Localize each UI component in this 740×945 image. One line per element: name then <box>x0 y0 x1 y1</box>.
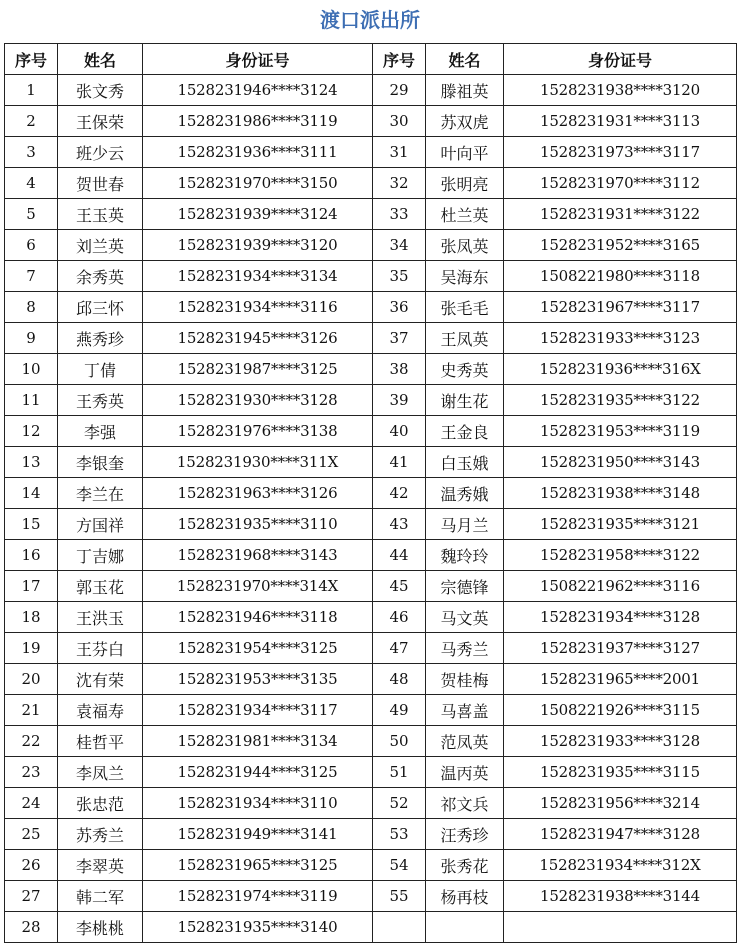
id-number-cell: 1528231947****3128 <box>504 819 737 850</box>
id-number-cell: 1528231938****3148 <box>504 478 737 509</box>
id-number-cell: 1528231935****3140 <box>143 912 373 943</box>
header-row <box>5 44 737 75</box>
seq-cell: 46 <box>373 602 426 633</box>
id-number-cell: 1528231944****3125 <box>143 757 373 788</box>
header-name: 姓名 <box>58 44 143 75</box>
id-number-cell: 1528231936****316X <box>504 354 737 385</box>
name-cell: 杨再枝 <box>426 881 504 912</box>
table-row <box>5 819 737 850</box>
seq-cell: 35 <box>373 261 426 292</box>
id-number-cell: 1508221926****3115 <box>504 695 737 726</box>
name-cell: 马月兰 <box>426 509 504 540</box>
name-cell: 张忠范 <box>58 788 143 819</box>
seq-cell: 8 <box>5 292 58 323</box>
id-number-cell: 1528231938****3144 <box>504 881 737 912</box>
seq-cell: 32 <box>373 168 426 199</box>
id-number-cell: 1528231956****3214 <box>504 788 737 819</box>
table-row <box>5 726 737 757</box>
seq-cell: 1 <box>5 75 58 106</box>
seq-cell: 10 <box>5 354 58 385</box>
name-cell: 王洪玉 <box>58 602 143 633</box>
id-number-cell: 1528231987****3125 <box>143 354 373 385</box>
name-cell: 韩二军 <box>58 881 143 912</box>
name-cell: 余秀英 <box>58 261 143 292</box>
seq-cell: 13 <box>5 447 58 478</box>
name-cell: 史秀英 <box>426 354 504 385</box>
name-cell: 贺桂梅 <box>426 664 504 695</box>
seq-cell: 43 <box>373 509 426 540</box>
id-number-cell: 1528231946****3124 <box>143 75 373 106</box>
id-number-cell: 1528231970****3150 <box>143 168 373 199</box>
name-cell: 王玉英 <box>58 199 143 230</box>
id-number-cell: 1528231949****3141 <box>143 819 373 850</box>
seq-cell: 31 <box>373 137 426 168</box>
seq-cell: 45 <box>373 571 426 602</box>
table-row <box>5 261 737 292</box>
id-number-cell: 1528231934****3117 <box>143 695 373 726</box>
page-title: 渡口派出所 <box>320 8 420 32</box>
id-number-cell: 1528231939****3120 <box>143 230 373 261</box>
id-number-cell: 1528231933****3123 <box>504 323 737 354</box>
seq-cell: 49 <box>373 695 426 726</box>
roster-body <box>5 75 737 943</box>
seq-cell <box>373 912 426 943</box>
table-row <box>5 75 737 106</box>
id-number-cell: 1528231974****3119 <box>143 881 373 912</box>
table-row <box>5 230 737 261</box>
seq-cell: 18 <box>5 602 58 633</box>
name-cell: 方国祥 <box>58 509 143 540</box>
seq-cell: 42 <box>373 478 426 509</box>
id-number-cell: 1528231958****3122 <box>504 540 737 571</box>
seq-cell: 33 <box>373 199 426 230</box>
id-number-cell: 1528231965****2001 <box>504 664 737 695</box>
seq-cell: 51 <box>373 757 426 788</box>
id-number-cell: 1528231935****3121 <box>504 509 737 540</box>
seq-cell: 21 <box>5 695 58 726</box>
seq-cell: 47 <box>373 633 426 664</box>
name-cell: 温丙英 <box>426 757 504 788</box>
name-cell: 王金良 <box>426 416 504 447</box>
seq-cell: 52 <box>373 788 426 819</box>
seq-cell: 15 <box>5 509 58 540</box>
seq-cell: 44 <box>373 540 426 571</box>
seq-cell: 48 <box>373 664 426 695</box>
name-cell: 王保荣 <box>58 106 143 137</box>
table-row <box>5 912 737 943</box>
name-cell: 袁福寿 <box>58 695 143 726</box>
name-cell: 李强 <box>58 416 143 447</box>
name-cell: 张文秀 <box>58 75 143 106</box>
table-row <box>5 850 737 881</box>
table-row <box>5 788 737 819</box>
name-cell: 沈有荣 <box>58 664 143 695</box>
name-cell: 张明亮 <box>426 168 504 199</box>
name-cell: 滕祖英 <box>426 75 504 106</box>
id-number-cell: 1528231935****3110 <box>143 509 373 540</box>
seq-cell: 41 <box>373 447 426 478</box>
name-cell: 马秀兰 <box>426 633 504 664</box>
seq-cell: 20 <box>5 664 58 695</box>
id-number-cell: 1528231933****3128 <box>504 726 737 757</box>
seq-cell: 28 <box>5 912 58 943</box>
name-cell: 苏双虎 <box>426 106 504 137</box>
seq-cell: 29 <box>373 75 426 106</box>
id-number-cell: 1528231976****3138 <box>143 416 373 447</box>
name-cell: 燕秀珍 <box>58 323 143 354</box>
id-number-cell: 1528231973****3117 <box>504 137 737 168</box>
table-row <box>5 168 737 199</box>
seq-cell: 11 <box>5 385 58 416</box>
seq-cell: 53 <box>373 819 426 850</box>
name-cell: 丁倩 <box>58 354 143 385</box>
seq-cell: 24 <box>5 788 58 819</box>
seq-cell: 38 <box>373 354 426 385</box>
name-cell: 刘兰英 <box>58 230 143 261</box>
id-number-cell: 1528231935****3115 <box>504 757 737 788</box>
id-number-cell: 1528231939****3124 <box>143 199 373 230</box>
seq-cell: 37 <box>373 323 426 354</box>
seq-cell: 9 <box>5 323 58 354</box>
table-row <box>5 385 737 416</box>
table-row <box>5 540 737 571</box>
table-row <box>5 292 737 323</box>
name-cell: 王芬白 <box>58 633 143 664</box>
name-cell: 丁吉娜 <box>58 540 143 571</box>
id-number-cell: 1528231953****3135 <box>143 664 373 695</box>
name-cell: 李银奎 <box>58 447 143 478</box>
table-row <box>5 695 737 726</box>
seq-cell: 55 <box>373 881 426 912</box>
table-row <box>5 137 737 168</box>
name-cell: 吴海东 <box>426 261 504 292</box>
seq-cell: 50 <box>373 726 426 757</box>
id-number-cell: 1528231931****3113 <box>504 106 737 137</box>
seq-cell: 2 <box>5 106 58 137</box>
table-row <box>5 757 737 788</box>
id-number-cell: 1528231934****3134 <box>143 261 373 292</box>
table-row <box>5 447 737 478</box>
seq-cell: 36 <box>373 292 426 323</box>
name-cell: 贺世春 <box>58 168 143 199</box>
header-seq: 序号 <box>5 44 58 75</box>
name-cell: 温秀娥 <box>426 478 504 509</box>
id-number-cell: 1528231952****3165 <box>504 230 737 261</box>
roster-table <box>4 43 737 943</box>
id-number-cell: 1528231930****311X <box>143 447 373 478</box>
name-cell: 桂哲平 <box>58 726 143 757</box>
id-number-cell: 1528231934****3128 <box>504 602 737 633</box>
name-cell: 张秀花 <box>426 850 504 881</box>
seq-cell: 22 <box>5 726 58 757</box>
name-cell: 宗德锋 <box>426 571 504 602</box>
id-number-cell: 1528231934****3110 <box>143 788 373 819</box>
id-number-cell: 1528231965****3125 <box>143 850 373 881</box>
id-number-cell: 1528231950****3143 <box>504 447 737 478</box>
seq-cell: 27 <box>5 881 58 912</box>
id-number-cell: 1528231953****3119 <box>504 416 737 447</box>
table-row <box>5 571 737 602</box>
header-seq: 序号 <box>373 44 426 75</box>
table-row <box>5 199 737 230</box>
id-number-cell: 1528231935****3122 <box>504 385 737 416</box>
id-number-cell: 1508221962****3116 <box>504 571 737 602</box>
table-row <box>5 633 737 664</box>
seq-cell: 25 <box>5 819 58 850</box>
name-cell: 祁文兵 <box>426 788 504 819</box>
name-cell: 苏秀兰 <box>58 819 143 850</box>
name-cell: 汪秀珍 <box>426 819 504 850</box>
table-row <box>5 354 737 385</box>
id-number-cell: 1528231936****3111 <box>143 137 373 168</box>
name-cell: 班少云 <box>58 137 143 168</box>
id-number-cell: 1528231938****3120 <box>504 75 737 106</box>
header-id: 身份证号 <box>143 44 373 75</box>
seq-cell: 40 <box>373 416 426 447</box>
id-number-cell: 1528231930****3128 <box>143 385 373 416</box>
name-cell: 李凤兰 <box>58 757 143 788</box>
seq-cell: 23 <box>5 757 58 788</box>
name-cell: 马喜盖 <box>426 695 504 726</box>
table-row <box>5 664 737 695</box>
id-number-cell: 1528231981****3134 <box>143 726 373 757</box>
name-cell: 范凤英 <box>426 726 504 757</box>
name-cell: 王秀英 <box>58 385 143 416</box>
seq-cell: 4 <box>5 168 58 199</box>
table-row <box>5 509 737 540</box>
header-name: 姓名 <box>426 44 504 75</box>
name-cell: 魏玲玲 <box>426 540 504 571</box>
seq-cell: 39 <box>373 385 426 416</box>
table-row <box>5 881 737 912</box>
table-row <box>5 416 737 447</box>
name-cell: 王凤英 <box>426 323 504 354</box>
id-number-cell: 1528231954****3125 <box>143 633 373 664</box>
seq-cell: 5 <box>5 199 58 230</box>
id-number-cell <box>504 912 737 943</box>
name-cell: 杜兰英 <box>426 199 504 230</box>
name-cell: 李翠英 <box>58 850 143 881</box>
name-cell: 马文英 <box>426 602 504 633</box>
seq-cell: 3 <box>5 137 58 168</box>
seq-cell: 6 <box>5 230 58 261</box>
name-cell: 谢生花 <box>426 385 504 416</box>
name-cell: 白玉娥 <box>426 447 504 478</box>
id-number-cell: 1528231945****3126 <box>143 323 373 354</box>
seq-cell: 12 <box>5 416 58 447</box>
name-cell: 李兰在 <box>58 478 143 509</box>
name-cell: 李桃桃 <box>58 912 143 943</box>
table-row <box>5 602 737 633</box>
seq-cell: 19 <box>5 633 58 664</box>
seq-cell: 26 <box>5 850 58 881</box>
seq-cell: 54 <box>373 850 426 881</box>
table-row <box>5 106 737 137</box>
id-number-cell: 1528231967****3117 <box>504 292 737 323</box>
header-id: 身份证号 <box>504 44 737 75</box>
id-number-cell: 1528231937****3127 <box>504 633 737 664</box>
name-cell <box>426 912 504 943</box>
table-row <box>5 478 737 509</box>
name-cell: 郭玉花 <box>58 571 143 602</box>
seq-cell: 16 <box>5 540 58 571</box>
id-number-cell: 1528231934****312X <box>504 850 737 881</box>
name-cell: 张毛毛 <box>426 292 504 323</box>
id-number-cell: 1528231934****3116 <box>143 292 373 323</box>
table-row <box>5 323 737 354</box>
seq-cell: 34 <box>373 230 426 261</box>
id-number-cell: 1528231931****3122 <box>504 199 737 230</box>
seq-cell: 7 <box>5 261 58 292</box>
id-number-cell: 1528231963****3126 <box>143 478 373 509</box>
name-cell: 叶向平 <box>426 137 504 168</box>
seq-cell: 14 <box>5 478 58 509</box>
name-cell: 张凤英 <box>426 230 504 261</box>
id-number-cell: 1528231946****3118 <box>143 602 373 633</box>
seq-cell: 17 <box>5 571 58 602</box>
id-number-cell: 1508221980****3118 <box>504 261 737 292</box>
id-number-cell: 1528231970****3112 <box>504 168 737 199</box>
seq-cell: 30 <box>373 106 426 137</box>
id-number-cell: 1528231986****3119 <box>143 106 373 137</box>
id-number-cell: 1528231970****314X <box>143 571 373 602</box>
id-number-cell: 1528231968****3143 <box>143 540 373 571</box>
name-cell: 邱三怀 <box>58 292 143 323</box>
